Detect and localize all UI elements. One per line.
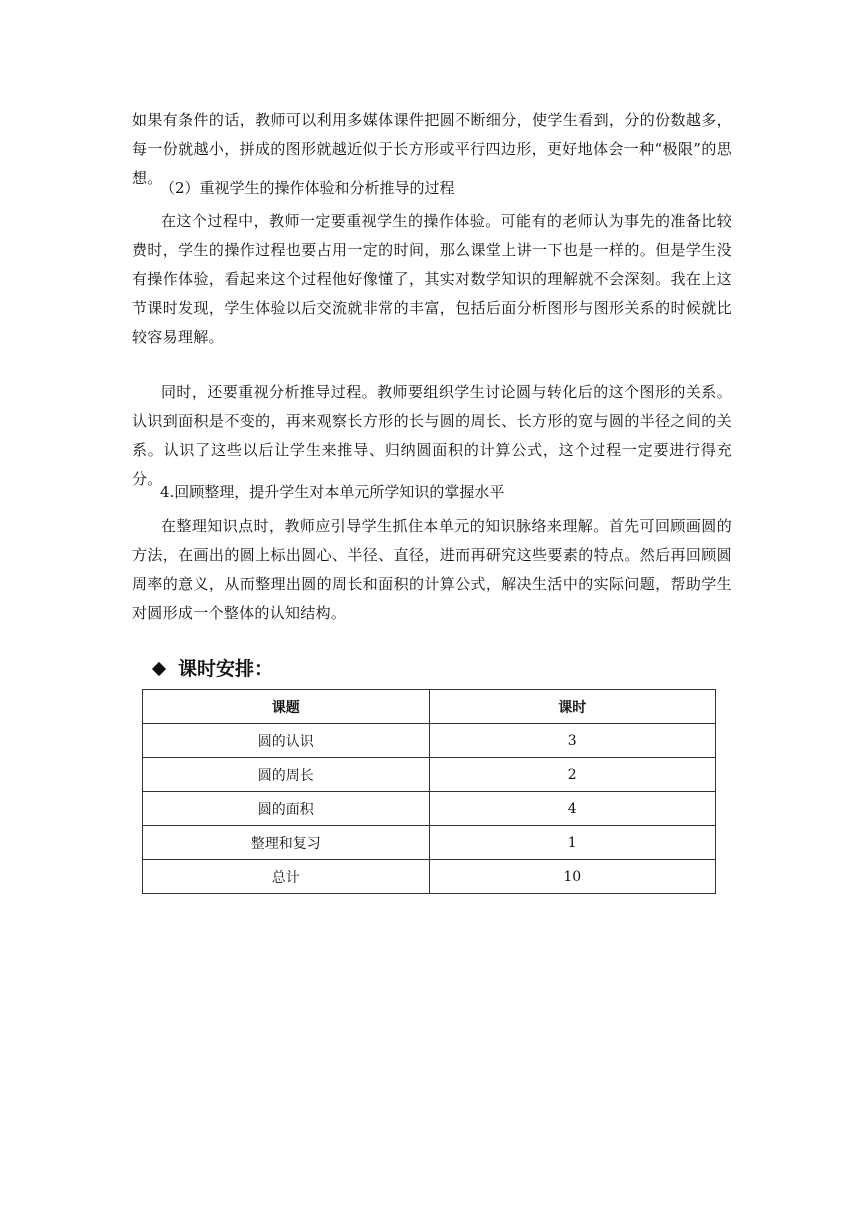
paragraph-analysis-derivation: 同时，还要重视分析推导过程。教师要组织学生讨论圆与转化后的这个图形的关系。认识到面积是不变的，再来观察长方形的长与圆的周长、长方形的宽与圆的半径之间的关系。认识了这些以后让学生来推导、归纳圆面积的计算公式，这个过程一定要进行得充分。: [132, 383, 732, 488]
column-header-topic: 课题: [143, 690, 430, 724]
table-row: [143, 724, 716, 758]
table-header-row: [143, 690, 716, 724]
table-row: [143, 792, 716, 826]
diamond-icon: [152, 662, 166, 676]
cell-hours: 2: [429, 758, 716, 792]
subheading-review: 4.回顾整理，提升学生对本单元所学知识的掌握水平: [160, 483, 505, 501]
table-row: [143, 860, 716, 894]
schedule-table: [142, 689, 716, 894]
cell-topic: 整理和复习: [143, 826, 430, 860]
table-row: [143, 826, 716, 860]
cell-hours: 10: [429, 860, 716, 894]
column-header-hours: 课时: [429, 690, 716, 724]
paragraph-knowledge-review: 在整理知识点时，教师应引导学生抓住本单元的知识脉络来理解。首先可回顾画圆的方法，在画出的圆上标出圆心、半径、直径，进而再研究这些要素的特点。然后再回顾圆周率的意义，从而整理出圆的周长和面积的计算公式，解决生活中的实际问题，帮助学生对圆形成一个整体的认知结构。: [132, 517, 732, 622]
paragraph-operation-process: 在这个过程中，教师一定要重视学生的操作体验。可能有的老师认为事先的准备比较费时，学生的操作过程也要占用一定的时间，那么课堂上讲一下也是一样的。但是学生没有操作体验，看起来这个过程他好像懂了，其实对数学知识的理解就不会深刻。我在上这节课时发现，学生体验以后交流就非常的丰富，包括后面分析图形与图形关系的时候就比较容易理解。: [132, 212, 732, 346]
cell-hours: 1: [429, 826, 716, 860]
section-title: 课时安排：: [178, 658, 274, 680]
cell-topic: 圆的认识: [143, 724, 430, 758]
cell-topic: 圆的周长: [143, 758, 430, 792]
cell-topic: 总计: [143, 860, 430, 894]
cell-hours: 4: [429, 792, 716, 826]
paragraph-multimedia: 如果有条件的话，教师可以利用多媒体课件把圆不断细分，使学生看到，分的份数越多，每一份就越小，拼成的图形就越近似于长方形或平行四边形，更好地体会一种“极限”的思想。: [132, 111, 732, 187]
section-heading-schedule: [150, 654, 273, 684]
table-row: [143, 758, 716, 792]
cell-topic: 圆的面积: [143, 792, 430, 826]
subheading-operation-experience: （2）重视学生的操作体验和分析推导的过程: [160, 179, 455, 197]
cell-hours: 3: [429, 724, 716, 758]
